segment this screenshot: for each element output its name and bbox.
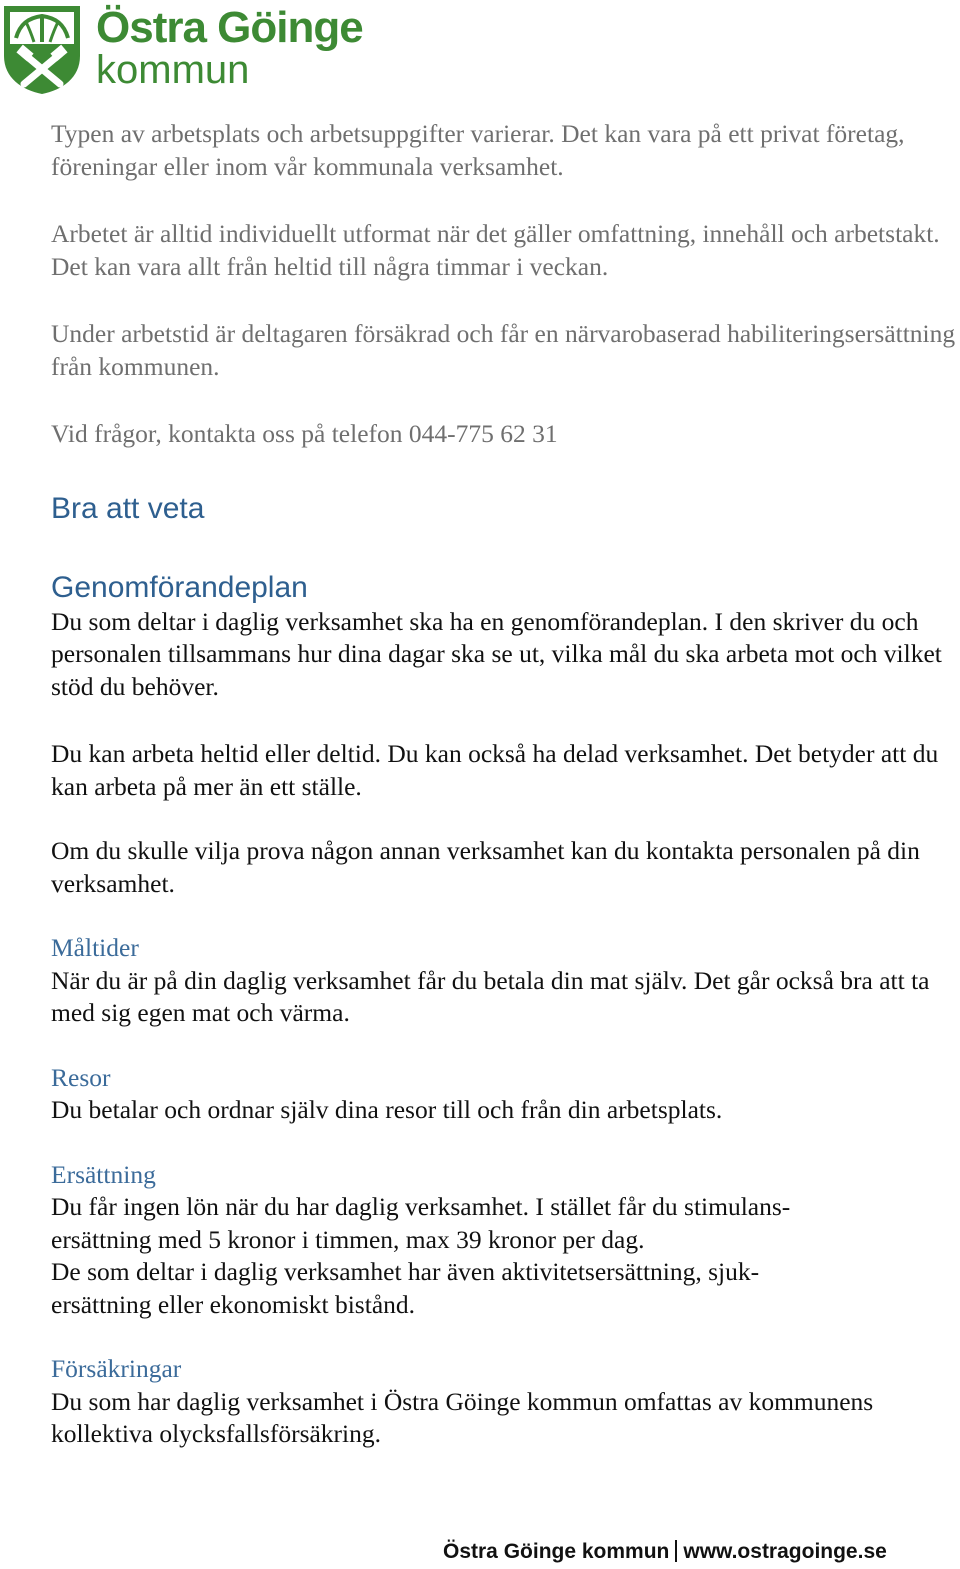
section-heading-bra-att-veta: Bra att veta (51, 491, 205, 525)
contact-paragraph: Vid frågor, kontakta oss på telefon 044-775 62 31 (51, 419, 558, 448)
logo-name-line1: Östra Göinge (96, 3, 363, 52)
ersattning-line-2: ersättning med 5 kronor i timmen, max 39 kronor per dag. (51, 1224, 645, 1254)
ersattning-line-1: Du får ingen lön när du har daglig verksamhet. I stället får du stimulans- (51, 1192, 791, 1221)
logo-name-line2: kommun (96, 48, 250, 92)
page-header (0, 0, 400, 100)
intro-paragraph-1: Typen av arbetsplats och arbetsuppgifter varierar. Det kan vara på ett privat företag, föreningar eller inom vår kommunala verksamhet. (51, 119, 905, 181)
page-footer (443, 1540, 887, 1564)
resor-paragraph: Du betalar och ordnar själv dina resor till och från din arbetsplats. (51, 1095, 723, 1124)
intro-paragraph-3: Under arbetstid är deltagaren försäkrad och får en närvarobaserad habiliteringsersättning från kommunen. (51, 319, 956, 381)
footer-org-name: Östra Göinge kommun (443, 1540, 670, 1563)
logo-wordmark (96, 3, 363, 92)
section-heading-maltider: Måltider (51, 933, 139, 962)
footer-website-link[interactable]: www.ostragoinge.se (683, 1540, 887, 1563)
ersattning-line-4: ersättning eller ekonomiskt bistånd. (51, 1289, 416, 1319)
maltider-paragraph: När du är på din daglig verksamhet får du betala din mat själv. Det går också bra att ta med sig egen mat och värma. (51, 965, 930, 1027)
genomforandeplan-paragraph-2: Du kan arbeta heltid eller deltid. Du kan också ha delad verksamhet. Det betyder att du kan arbeta på mer än ett ställe. (51, 739, 939, 801)
footer-separator (675, 1540, 677, 1562)
municipality-crest-icon (2, 4, 82, 96)
forsakringar-paragraph: Du som har daglig verksamhet i Östra Göinge kommun omfattas av kommunens kollektiva olycksfallsförsäkring. (51, 1386, 874, 1448)
document-body (51, 118, 956, 1451)
section-heading-ersattning: Ersättning (51, 1159, 156, 1189)
ersattning-line-3: De som deltar i daglig verksamhet har även aktivitetsersättning, sjuk- (51, 1257, 760, 1286)
section-heading-forsakringar: Försäkringar (51, 1354, 182, 1383)
section-heading-resor: Resor (51, 1062, 111, 1092)
genomforandeplan-paragraph-3: Om du skulle vilja prova någon annan verksamhet kan du kontakta personalen på din verksamhet. (51, 836, 920, 898)
section-heading-genomforandeplan: Genomförandeplan (51, 570, 308, 604)
intro-paragraph-2: Arbetet är alltid individuellt utformat när det gäller omfattning, innehåll och arbetstakt. Det kan vara allt från heltid till några timmar i veckan. (51, 219, 940, 281)
genomforandeplan-paragraph-1: Du som deltar i daglig verksamhet ska ha en genomförandeplan. I den skriver du och personalen tillsammans hur dina dagar ska se ut, vilka mål du ska arbeta mot och vilket stöd du behöver. (51, 606, 942, 701)
